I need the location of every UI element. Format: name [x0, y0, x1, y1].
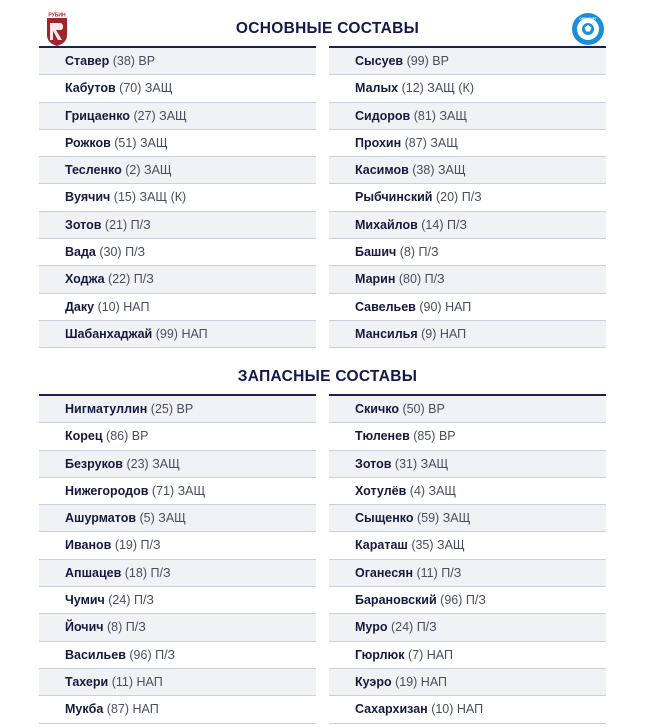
player-position: ЗАЩ — [437, 163, 466, 178]
player-row — [329, 212, 606, 239]
player-number: (19) — [395, 674, 418, 689]
player-name: Мукба — [65, 702, 104, 717]
player-name: Шабанхаджай — [65, 326, 153, 341]
player-number: (9) — [421, 326, 437, 341]
player-row — [329, 423, 606, 450]
player-number: (24) — [390, 620, 414, 635]
player-row — [329, 103, 606, 130]
player-position: П/З — [446, 217, 467, 232]
starters-home-list — [39, 48, 316, 348]
player-number: (15) — [113, 190, 137, 205]
player-number: (10) — [97, 299, 120, 314]
player-number: (11) — [416, 565, 438, 580]
player-position: ВР — [138, 54, 156, 68]
player-position: ЗАЩ — [420, 456, 449, 471]
player-row — [39, 505, 316, 532]
player-number: (51) — [114, 135, 137, 150]
player-row — [39, 239, 316, 266]
player-row — [39, 423, 316, 450]
player-position: П/З — [465, 593, 486, 608]
player-name: Зотов — [355, 456, 392, 471]
player-row — [39, 642, 316, 669]
player-row — [329, 157, 606, 184]
player-position: ЗАЩ — [439, 108, 468, 123]
player-name: Апшацев — [65, 565, 122, 580]
player-name: Сыщенко — [355, 511, 414, 526]
player-position: ВР — [176, 402, 194, 416]
player-position: П/З — [424, 272, 445, 287]
player-position: ЗАЩ — [177, 483, 206, 498]
player-name: Сысуев — [355, 54, 404, 68]
player-row — [39, 669, 316, 696]
player-position: П/З — [133, 593, 154, 608]
player-name: Нигматуллин — [65, 402, 148, 416]
player-row — [39, 696, 316, 723]
player-row — [329, 239, 606, 266]
player-position: ЗАЩ (К) — [139, 190, 187, 205]
player-number: (59) — [416, 511, 440, 526]
player-position: НАП — [136, 674, 163, 689]
player-name: Тесленко — [65, 163, 122, 178]
player-name: Сахархизан — [355, 702, 428, 717]
player-number: (35) — [411, 538, 434, 553]
subs-away-list — [329, 396, 606, 724]
player-name: Чумич — [65, 593, 105, 608]
player-name: Тюленев — [355, 429, 410, 444]
player-name: Нижегородов — [65, 483, 149, 498]
player-number: (25) — [150, 402, 174, 416]
player-position: ВР — [131, 429, 149, 444]
player-position: ВР — [438, 429, 456, 444]
player-row — [329, 505, 606, 532]
player-position: П/З — [441, 565, 462, 580]
player-number: (96) — [129, 647, 152, 662]
player-row — [39, 321, 316, 348]
player-position: ВР — [432, 54, 449, 68]
player-row — [329, 130, 606, 157]
player-number: (24) — [108, 593, 131, 608]
player-number: (38) — [412, 163, 435, 178]
player-number: (20) — [435, 190, 459, 205]
player-number: (85) — [413, 429, 436, 444]
player-number: (18) — [124, 565, 147, 580]
player-position: ЗАЩ (К) — [427, 81, 474, 96]
player-row — [329, 451, 606, 478]
player-number: (27) — [133, 108, 156, 123]
player-name: Сидоров — [355, 108, 411, 123]
player-number: (2) — [125, 163, 141, 178]
player-number: (30) — [99, 245, 122, 260]
player-name: Прохин — [355, 135, 402, 150]
player-row — [39, 266, 316, 293]
player-row — [329, 75, 606, 102]
player-name: Васильев — [65, 647, 126, 662]
player-position: П/З — [140, 538, 161, 553]
player-name: Грицаенко — [65, 108, 130, 123]
player-row — [329, 587, 606, 614]
player-row — [329, 396, 606, 423]
player-name: Рожков — [65, 135, 111, 150]
player-position: П/З — [125, 245, 146, 260]
player-number: (87) — [106, 702, 130, 717]
player-row — [329, 321, 606, 348]
player-row — [39, 130, 316, 157]
player-name: Безруков — [65, 456, 123, 471]
player-name: Михайлов — [355, 217, 418, 232]
player-name: Кабутов — [65, 81, 116, 96]
player-position: ЗАЩ — [437, 538, 465, 553]
away-logo-text: ОРЕНБУРГ — [579, 17, 597, 21]
player-row — [329, 642, 606, 669]
player-name: Ашурматов — [65, 511, 137, 526]
player-position: ВР — [428, 402, 445, 416]
player-position: ЗАЩ — [430, 135, 458, 150]
player-position: ЗАЩ — [152, 456, 180, 471]
player-row — [329, 560, 606, 587]
player-name: Гюрлюк — [355, 647, 405, 662]
player-row — [39, 157, 316, 184]
player-row — [39, 614, 316, 641]
player-number: (50) — [402, 402, 425, 416]
player-name: Ходжа — [65, 272, 105, 287]
player-row — [39, 212, 316, 239]
player-name: Рыбчинский — [355, 190, 433, 205]
player-name: Караташ — [355, 538, 408, 553]
player-name: Башич — [355, 245, 397, 260]
player-number: (10) — [431, 702, 454, 717]
player-name: Барановский — [355, 593, 437, 608]
player-name: Вуячич — [65, 190, 111, 205]
player-row — [39, 532, 316, 559]
player-position: НАП — [456, 702, 484, 717]
player-row — [39, 75, 316, 102]
player-row — [39, 48, 316, 75]
player-number: (99) — [155, 326, 178, 341]
player-number: (14) — [421, 217, 444, 232]
player-row — [329, 669, 606, 696]
player-number: (8) — [107, 620, 123, 635]
player-position: НАП — [445, 299, 472, 314]
player-row — [329, 294, 606, 321]
player-number: (19) — [114, 538, 138, 553]
player-number: (86) — [106, 429, 129, 444]
player-row — [329, 614, 606, 641]
player-row — [329, 478, 606, 505]
player-row — [329, 696, 606, 723]
player-number: (7) — [407, 647, 424, 662]
player-name: Касимов — [355, 163, 409, 178]
player-name: Йочич — [65, 620, 104, 635]
player-position: П/З — [416, 620, 437, 635]
player-position: П/З — [418, 245, 439, 260]
player-row — [329, 184, 606, 211]
player-name: Малых — [355, 81, 399, 96]
player-number: (87) — [404, 135, 427, 150]
player-position: ЗАЩ — [144, 163, 172, 178]
player-row — [39, 184, 316, 211]
player-name: Вада — [65, 245, 96, 260]
player-name: Даку — [65, 299, 95, 314]
starters-title: ОСНОВНЫЕ СОСТАВЫ — [235, 20, 420, 37]
player-position: НАП — [132, 702, 159, 717]
player-position: П/З — [155, 647, 176, 662]
player-number: (70) — [119, 81, 142, 96]
player-number: (4) — [409, 483, 426, 498]
home-logo-text: РУБИН — [48, 12, 66, 19]
player-number: (11) — [111, 674, 133, 689]
player-row — [329, 266, 606, 293]
player-number: (90) — [419, 299, 442, 314]
player-position: П/З — [133, 272, 154, 287]
starters-away-list — [329, 48, 606, 348]
player-number: (38) — [112, 54, 135, 68]
away-team-logo — [571, 12, 605, 46]
player-name: Скичко — [355, 402, 399, 416]
player-position: П/З — [150, 565, 171, 580]
player-position: НАП — [123, 299, 150, 314]
subs-home-list — [39, 396, 316, 724]
player-position: ЗАЩ — [158, 511, 186, 526]
player-name: Ставер — [65, 54, 110, 68]
player-row — [39, 560, 316, 587]
player-position: ЗАЩ — [159, 108, 187, 123]
player-name: Куэро — [355, 674, 392, 689]
substitutes-title: ЗАПАСНЫЕ СОСТАВЫ — [237, 368, 418, 385]
player-number: (96) — [440, 593, 463, 608]
player-position: НАП — [181, 326, 208, 341]
player-row — [39, 451, 316, 478]
player-row — [329, 48, 606, 75]
player-name: Мансилья — [355, 326, 418, 341]
player-number: (8) — [399, 245, 416, 260]
player-position: ЗАЩ — [144, 81, 173, 96]
player-number: (5) — [139, 511, 155, 526]
player-number: (31) — [394, 456, 418, 471]
player-number: (21) — [104, 217, 128, 232]
player-row — [39, 478, 316, 505]
player-name: Оганесян — [355, 565, 414, 580]
player-number: (80) — [398, 272, 422, 287]
player-number: (99) — [406, 54, 429, 68]
player-number: (12) — [401, 81, 424, 96]
player-position: П/З — [130, 217, 151, 232]
player-position: НАП — [420, 674, 448, 689]
player-row — [39, 587, 316, 614]
player-name: Зотов — [65, 217, 102, 232]
player-position: НАП — [439, 326, 467, 341]
player-row — [39, 103, 316, 130]
player-number: (81) — [413, 108, 436, 123]
player-name: Хотулёв — [355, 483, 407, 498]
player-name: Тахери — [65, 674, 109, 689]
player-number: (23) — [126, 456, 149, 471]
player-name: Иванов — [65, 538, 112, 553]
player-position: ЗАЩ — [428, 483, 457, 498]
player-position: ЗАЩ — [442, 511, 471, 526]
player-number: (71) — [151, 483, 175, 498]
player-row — [329, 532, 606, 559]
player-position: ЗАЩ — [139, 135, 168, 150]
player-name: Савельев — [355, 299, 416, 314]
player-position: П/З — [125, 620, 146, 635]
player-name: Муро — [355, 620, 388, 635]
player-name: Корец — [65, 429, 103, 444]
player-name: Марин — [355, 272, 396, 287]
player-number: (22) — [108, 272, 131, 287]
player-row — [39, 294, 316, 321]
player-position: П/З — [461, 190, 482, 205]
player-row — [39, 396, 316, 423]
player-position: НАП — [426, 647, 453, 662]
